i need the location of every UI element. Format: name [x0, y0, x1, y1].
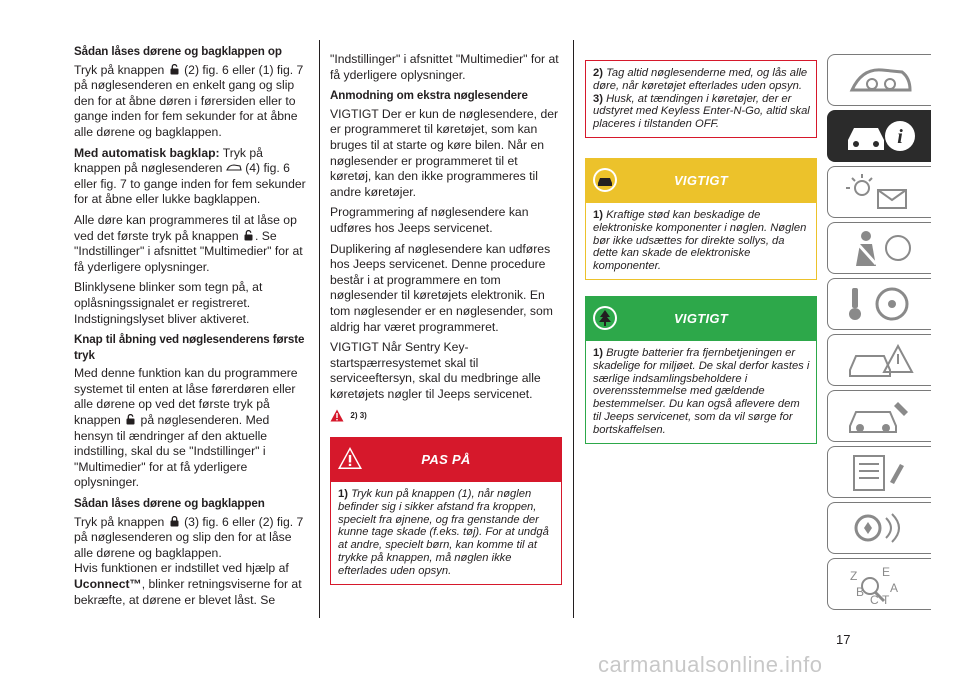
multimedia-icon — [842, 508, 918, 550]
caution-box-header — [586, 159, 816, 203]
warning-box — [330, 437, 562, 585]
warning-triangle-icon — [330, 409, 344, 422]
paragraph-auto-tailgate: Med automatisk bagklap: Tryk på knappen på nøglesenderen (4) fig. 6 eller fig. 7 to gange inden for fem sekunder for at åbne eller lukke bagklappen. — [74, 145, 306, 207]
caution-title: VIGTIGT — [673, 172, 729, 188]
car-dashboard-icon — [842, 60, 918, 102]
environment-text: 1) Brugte batterier fra fjernbetjeningen er skadelige for miljøet. De skal derfor kastes i særlige indsamlingsbeholdere i overensstemmelse med gældende bestemmelser. Du kan også aflevere dem til Jeeps servicenet, som da vil sørge for bortskaffelsen. — [593, 346, 810, 436]
paragraph-sentry-key: VIGTIGT Når Sentry Key-startspærresystemet skal til serviceeftersyn, skal du medbringe alle køretøjets nøgler til Jeeps servicenet. — [330, 340, 541, 401]
watermark: carmanualsonline.info — [598, 652, 823, 677]
tab-starting-driving[interactable] — [827, 278, 931, 330]
specs-list-icon — [842, 452, 918, 494]
svg-text:T: T — [882, 593, 890, 606]
column-right — [585, 60, 817, 452]
paragraph-lock: Tryk på knappen (3) fig. 6 eller (2) fig. 7 på nøglesenderen og slip den for at låse alle dørene og bagklappen. — [74, 514, 304, 560]
heading-unlock: Sådan låses dørene og bagklappen op — [74, 45, 282, 58]
warning-continued-box — [585, 60, 817, 138]
column-divider — [573, 40, 574, 618]
warning-refs: 2) 3) — [330, 408, 562, 427]
caution-box — [585, 158, 817, 280]
heading-lock: Sådan låses dørene og bagklappen — [74, 497, 265, 511]
paragraph-important-keys: VIGTIGT Der er kun de nøglesendere, der er programmeret til køretøjet, som kan bruges til at starte og køre bilen. Når en nøglesender er programmeret til et køretøj, kan den ikke programmeres til andre køretøjer. — [330, 106, 559, 199]
paragraph-programming: Programmering af nøglesendere kan udføres hos Jeeps servicenet. — [330, 205, 529, 235]
index-letters-icon — [842, 564, 918, 606]
list-item: 3) Husk, at tændingen i køretøjer, der er udstyret med Keyless Enter-N-Go, altid skal placeres i tilstanden OFF. — [593, 92, 810, 131]
svg-text:Z: Z — [850, 569, 858, 583]
paragraph-unlock: Tryk på knappen (2) fig. 6 eller (1) fig. 7 på nøglesenderen en enkelt gang og slip den for at åbne døren i førersiden eller to gange inden for fem sekunder for at åbne alle dørene og bagklappen. — [74, 62, 304, 139]
steering-key-icon — [842, 284, 918, 326]
svg-text:C: C — [870, 593, 879, 606]
tab-dashboard[interactable] — [827, 54, 931, 106]
tab-multimedia[interactable] — [827, 502, 931, 554]
caution-text: 1) Kraftige stød kan beskadige de elektroniske komponenter i nøglen. Nøglen bør ikke udsættes for direkte sollys, da dette kan skade de elektroniske komponenter. — [593, 208, 807, 273]
warning-box-header — [331, 438, 561, 482]
column-left — [74, 44, 310, 613]
paragraph-blinkers: Blinklysene blinker som tegn på, at oplåsningssignalet er registreret. — [74, 280, 263, 310]
heading-extra-keys: Anmodning om ekstra nøglesendere — [330, 89, 528, 103]
car-info-icon — [842, 116, 918, 158]
page-number: 17 — [836, 632, 851, 647]
unlock-icon — [170, 64, 179, 75]
list-item: 2) Tag altid nøglesenderne med, og lås alle døre, når køretøjet efterlades uden opsyn. — [593, 67, 808, 92]
warning-continued-text — [586, 61, 816, 137]
heading-first-press: Knap til åbning ved nøglesenderens første tryk — [74, 333, 305, 362]
environment-box — [585, 296, 817, 444]
paragraph-uconnect: Hvis funktionen er indstillet ved hjælp af Uconnect™, blinker retningsviserne for at bekræfte, at dørene er blevet låst. Se — [74, 561, 302, 607]
tab-index[interactable] — [827, 558, 931, 610]
tab-maintenance[interactable] — [827, 390, 931, 442]
paragraph-settings-ref: "Indstillinger" i afsnittet "Multimedier" for at få yderligere oplysninger. — [330, 52, 559, 82]
tab-car-info[interactable] — [827, 110, 931, 162]
tailgate-icon — [226, 164, 242, 172]
environment-box-header — [586, 297, 816, 341]
paragraph-program-unlock: Alle døre kan programmeres til at låse op ved det første tryk på knappen . Se "Indstillinger" i afsnittet "Multimedier" for at få yderligere oplysninger. — [74, 212, 303, 274]
svg-text:B: B — [856, 585, 865, 599]
chapter-tabs — [827, 54, 933, 614]
tab-emergency[interactable] — [827, 334, 931, 386]
environment-title: VIGTIGT — [673, 310, 729, 326]
svg-text:A: A — [890, 581, 899, 595]
tab-lights-messages[interactable] — [827, 166, 931, 218]
paragraph-first-press: Med denne funktion kan du programmere systemet til enten at låse førerdøren eller alle dørene op ved det første tryk på knappen på nøglesenderen. Med hensyn til ændringer af den aktuelle indstilling, skal du se "Indstillinger" i "Multimedier" for at få yderligere oplysninger. — [74, 366, 298, 490]
warning-car-icon — [842, 340, 918, 382]
column-divider — [319, 40, 320, 618]
warning-text: 1) Tryk kun på knappen (1), når nøglen befinder sig i sikker afstand fra kroppen, specielt fra øjnene, og fra genstande der kunne tage skade (f.eks. tøj). For at undgå at andre, specielt børn, kan komme til at trykke på knappen, må nøglen ikke efterlades uden opsyn. — [338, 488, 549, 577]
svg-text:E: E — [882, 565, 891, 579]
wrench-car-icon — [842, 396, 918, 438]
lights-message-icon — [842, 172, 918, 214]
warning-title: PAS PÅ — [421, 452, 471, 468]
column-middle — [330, 52, 562, 593]
seatbelt-airbag-icon — [842, 228, 918, 270]
paragraph-entry-light: Indstigningslyset bliver aktiveret. — [74, 311, 250, 326]
unlock-icon — [126, 414, 135, 425]
lock-icon — [170, 516, 179, 527]
tab-technical-data[interactable] — [827, 446, 931, 498]
paragraph-duplication: Duplikering af nøglesendere kan udføres hos Jeeps servicenet. Denne procedure består i at programmere en tom nøglesender til køretøjets elektronik. En tom nøglesender er en nøglesender, som aldrig har været programmeret. — [330, 241, 553, 334]
unlock-icon — [244, 230, 253, 241]
tab-safety[interactable] — [827, 222, 931, 274]
svg-text:i: i — [897, 126, 903, 148]
